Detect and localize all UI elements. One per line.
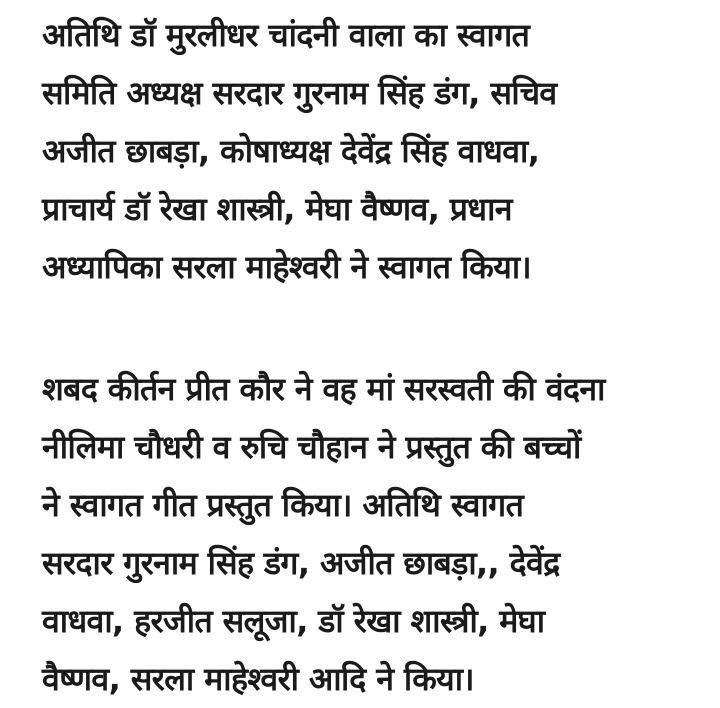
text-line: प्राचार्य डॉ रेखा शास्त्री, मेघा वैष्णव, प्रधान (42, 190, 512, 228)
paragraph-programme (42, 360, 712, 708)
text-line: सरदार गुरनाम सिंह डंग, अजीत छाबड़ा,, देवेंद्र (42, 544, 560, 582)
text-line: समिति अध्यक्ष सरदार गुरनाम सिंह डंग, सचिव (42, 74, 557, 112)
text-line: वाधवा, हरजीत सलूजा, डॉ रेखा शास्त्री, मेघा (42, 602, 545, 640)
article-body (42, 6, 712, 708)
text-line: वैष्णव, सरला माहेश्वरी आदि ने किया। (42, 660, 474, 698)
text-line: नीलिमा चौधरी व रुचि चौहान ने प्रस्तुत की बच्चों (42, 428, 581, 466)
text-line: अध्यापिका सरला माहेश्वरी ने स्वागत किया। (42, 248, 532, 286)
paragraph-welcome (42, 6, 712, 296)
text-line: शबद कीर्तन प्रीत कौर ने वह मां सरस्वती की वंदना (42, 370, 605, 408)
paragraph-spacer (42, 296, 712, 360)
text-line: अजीत छाबड़ा, कोषाध्यक्ष देवेंद्र सिंह वाधवा, (42, 132, 540, 170)
text-line: ने स्वागत गीत प्रस्तुत किया। अतिथि स्वागत (42, 486, 524, 524)
text-line: अतिथि डॉ मुरलीधर चांदनी वाला का स्वागत (42, 16, 530, 54)
